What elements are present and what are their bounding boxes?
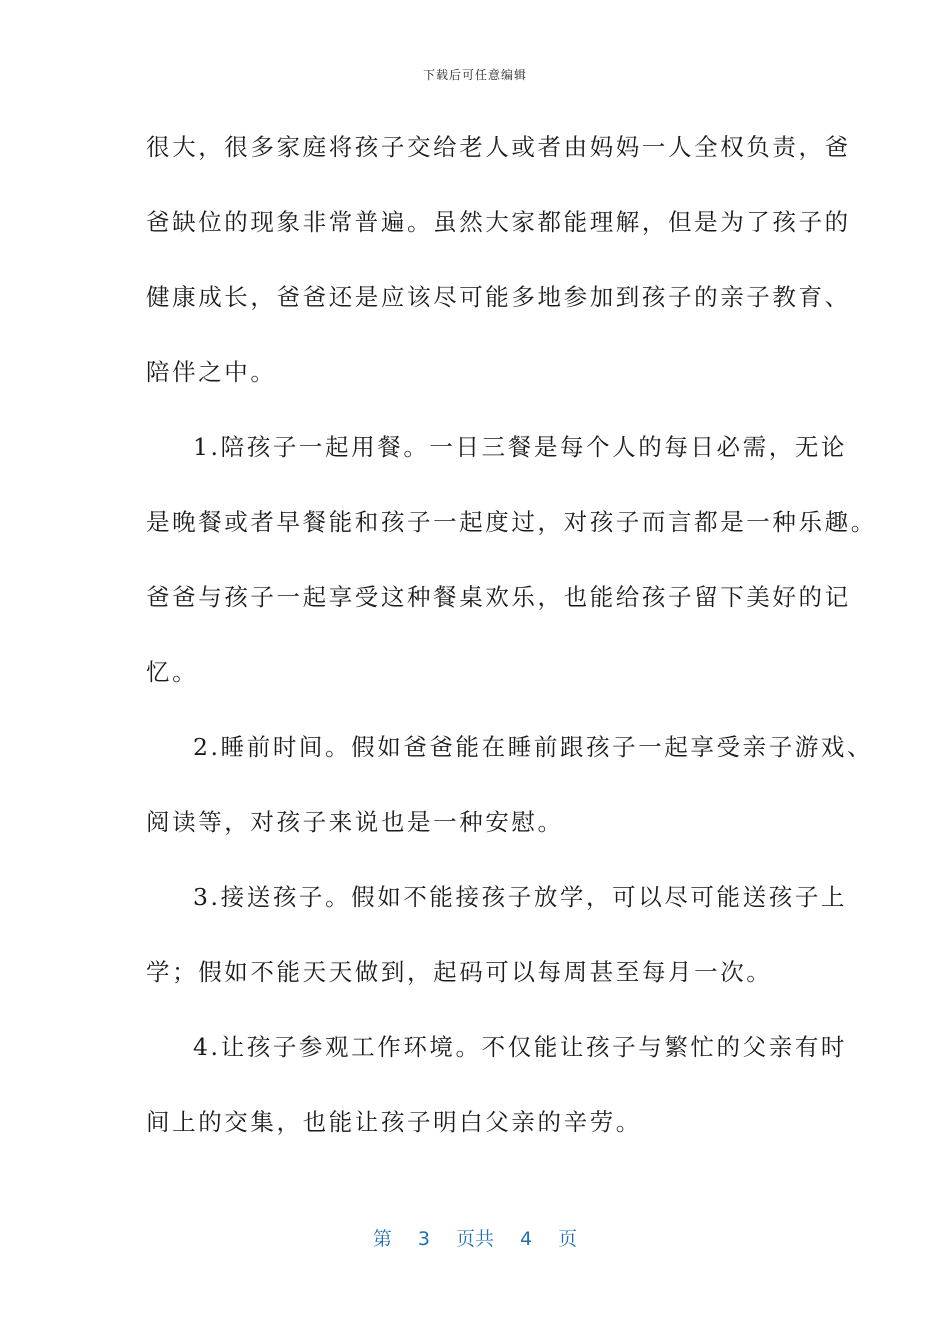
paragraph-line: 陪伴之中。	[146, 358, 277, 386]
header-note: 下载后可任意编辑	[422, 68, 527, 82]
paragraph-line: 爸爸与孩子一起享受这种餐桌欢乐，也能给孩子留下美好的记	[146, 583, 851, 611]
paragraph-line: 学；假如不能天天做到，起码可以每周甚至每月一次。	[146, 958, 773, 986]
list-item-line: 4.让孩子参观工作环境。不仅能让孩子与繁忙的父亲有时	[193, 1033, 848, 1061]
paragraph-line: 阅读等，对孩子来说也是一种安慰。	[146, 808, 564, 836]
document-body	[146, 110, 877, 1160]
paragraph-line: 健康成长，爸爸还是应该尽可能多地参加到孩子的亲子教育、	[146, 283, 851, 311]
page-footer	[0, 1224, 950, 1251]
paragraph-line: 很大，很多家庭将孩子交给老人或者由妈妈一人全权负责，爸	[146, 133, 851, 161]
page-mid: 页共	[455, 1228, 494, 1250]
paragraph-line: 爸缺位的现象非常普遍。虽然大家都能理解，但是为了孩子的	[146, 208, 851, 236]
page-suffix: 页	[558, 1228, 578, 1250]
paragraph-line: 忆。	[146, 658, 199, 686]
list-item-line: 2.睡前时间。假如爸爸能在睡前跟孩子一起享受亲子游戏、	[193, 733, 874, 761]
page-prefix: 第	[372, 1228, 392, 1250]
paragraph-line: 间上的交集，也能让孩子明白父亲的辛劳。	[146, 1108, 642, 1136]
page-total: 4	[520, 1228, 533, 1250]
page-number: 3	[417, 1228, 430, 1250]
paragraph-line: 是晚餐或者早餐能和孩子一起度过，对孩子而言都是一种乐趣。	[146, 508, 877, 536]
list-item-line: 1.陪孩子一起用餐。一日三餐是每个人的每日必需，无论	[193, 433, 848, 461]
list-item-line: 3.接送孩子。假如不能接孩子放学，可以尽可能送孩子上	[193, 883, 848, 911]
